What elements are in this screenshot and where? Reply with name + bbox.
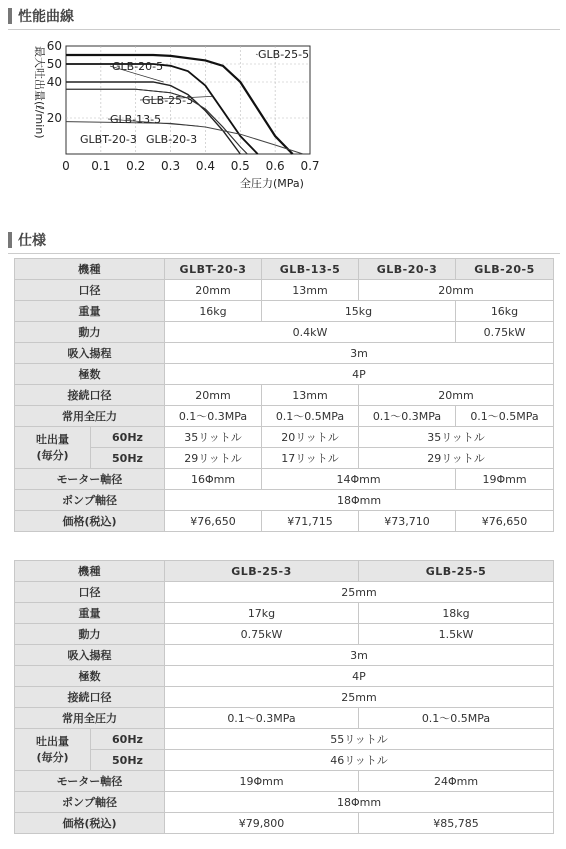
cell: 18Φmm [165, 490, 554, 511]
table-row [15, 490, 554, 511]
cell: 13mm [262, 280, 359, 301]
x-tick-label: 0.7 [300, 159, 320, 173]
cell: ¥73,710 [359, 511, 456, 532]
row-label: モーター軸径 [15, 771, 165, 792]
row-label: 価格(税込) [15, 511, 165, 532]
row-label: 常用全圧力 [15, 708, 165, 729]
spec-section-title-text: 仕様 [18, 233, 46, 249]
x-tick-label: 0.1 [91, 159, 111, 173]
series-label: GLB-20-3 [146, 133, 198, 146]
table-row [15, 448, 554, 469]
table-row [15, 364, 554, 385]
model-header: GLBT-20-3 [165, 259, 262, 280]
y-tick-label: 20 [46, 111, 62, 125]
cell: 20mm [165, 385, 262, 406]
cell: 1.5kW [359, 624, 554, 645]
cell: 20mm [359, 385, 554, 406]
row-label: 口径 [15, 582, 165, 603]
table-row [15, 561, 554, 582]
cell: 0.1～0.5MPa [359, 708, 554, 729]
spec-table-1 [14, 258, 554, 532]
cell: 16kg [456, 301, 554, 322]
cell: 20リットル [262, 427, 359, 448]
cell: 0.75kW [165, 624, 359, 645]
cell: 4P [165, 364, 554, 385]
table-row [15, 322, 554, 343]
row-label: ポンプ軸径 [15, 792, 165, 813]
cell: 0.1～0.5MPa [456, 406, 554, 427]
row-label: 価格(税込) [15, 813, 165, 834]
table-row [15, 729, 554, 750]
cell: 0.1～0.5MPa [262, 406, 359, 427]
x-tick-label: 0.3 [161, 159, 181, 173]
performance-curve-chart [24, 36, 344, 196]
curve-section-title-text: 性能曲線 [18, 9, 74, 25]
cell: 0.1～0.3MPa [359, 406, 456, 427]
table-row [15, 469, 554, 490]
cell: 46リットル [165, 750, 554, 771]
cell: 18kg [359, 603, 554, 624]
cell: 29リットル [359, 448, 554, 469]
x-tick-label: 0.2 [126, 159, 146, 173]
table-row [15, 582, 554, 603]
model-header: GLB-25-3 [165, 561, 359, 582]
heading-rule [8, 253, 560, 254]
cell: 13mm [262, 385, 359, 406]
heading-bar [8, 232, 12, 248]
heading-rule [8, 29, 560, 30]
series-label: GLB-13-5 [110, 113, 162, 126]
row-label: 極数 [15, 666, 165, 687]
spec-section-title [8, 230, 46, 250]
heading-bar [8, 8, 12, 24]
table-row [15, 511, 554, 532]
table-row [15, 259, 554, 280]
table-row [15, 708, 554, 729]
model-header: GLB-25-5 [359, 561, 554, 582]
cell: ¥71,715 [262, 511, 359, 532]
table-row [15, 427, 554, 448]
cell: 25mm [165, 687, 554, 708]
row-label: 常用全圧力 [15, 406, 165, 427]
table-row [15, 771, 554, 792]
cell: 15kg [262, 301, 456, 322]
x-tick-label: 0.4 [195, 159, 215, 173]
cell: 55リットル [165, 729, 554, 750]
cell: ¥76,650 [165, 511, 262, 532]
cell: 16Φmm [165, 469, 262, 490]
table-row [15, 301, 554, 322]
cell: 0.1～0.3MPa [165, 406, 262, 427]
y-tick-label: 40 [46, 75, 62, 89]
table-row [15, 792, 554, 813]
table-row [15, 624, 554, 645]
cell: ¥76,650 [456, 511, 554, 532]
row-label: モーター軸径 [15, 469, 165, 490]
x-axis-label: 全圧力(MPa) [240, 177, 304, 190]
cell: 14Φmm [262, 469, 456, 490]
series-label: GLB-25-3 [142, 94, 194, 107]
row-label: ポンプ軸径 [15, 490, 165, 511]
sub-label: 50Hz [91, 750, 165, 771]
cell: 35リットル [165, 427, 262, 448]
cell: 3m [165, 343, 554, 364]
table-row [15, 813, 554, 834]
header-label: 機種 [15, 561, 165, 582]
cell: 19Φmm [456, 469, 554, 490]
cell: 17kg [165, 603, 359, 624]
header-label: 機種 [15, 259, 165, 280]
series-label: GLBT-20-3 [80, 133, 137, 146]
cell: 17リットル [262, 448, 359, 469]
y-tick-label: 60 [46, 39, 62, 53]
row-label: 吸入揚程 [15, 343, 165, 364]
cell: 20mm [359, 280, 554, 301]
spec-table-2 [14, 560, 554, 834]
cell: 0.1～0.3MPa [165, 708, 359, 729]
discharge-group-label: 吐出量 (毎分) [15, 729, 91, 771]
cell: 16kg [165, 301, 262, 322]
table-row [15, 603, 554, 624]
x-tick-label: 0.6 [265, 159, 285, 173]
curve-section-title [8, 6, 74, 26]
cell: 0.4kW [165, 322, 456, 343]
row-label: 動力 [15, 624, 165, 645]
cell: 4P [165, 666, 554, 687]
cell: 25mm [165, 582, 554, 603]
table-row [15, 343, 554, 364]
cell: 19Φmm [165, 771, 359, 792]
row-label: 重量 [15, 301, 165, 322]
y-axis-label: 最大吐出量(ℓ/min) [33, 46, 46, 139]
row-label: 吸入揚程 [15, 645, 165, 666]
row-label: 動力 [15, 322, 165, 343]
y-tick-label: 50 [46, 57, 62, 71]
cell: 0.75kW [456, 322, 554, 343]
cell: 18Φmm [165, 792, 554, 813]
cell: 3m [165, 645, 554, 666]
cell: 24Φmm [359, 771, 554, 792]
table-row [15, 750, 554, 771]
row-label: 重量 [15, 603, 165, 624]
model-header: GLB-20-3 [359, 259, 456, 280]
row-label: 口径 [15, 280, 165, 301]
row-label: 接続口径 [15, 385, 165, 406]
table-row [15, 687, 554, 708]
row-label: 極数 [15, 364, 165, 385]
table-row [15, 666, 554, 687]
discharge-group-label: 吐出量 (毎分) [15, 427, 91, 469]
cell: 20mm [165, 280, 262, 301]
cell: 35リットル [359, 427, 554, 448]
model-header: GLB-20-5 [456, 259, 554, 280]
sub-label: 60Hz [91, 427, 165, 448]
table-row [15, 645, 554, 666]
model-header: GLB-13-5 [262, 259, 359, 280]
x-tick-label: 0.5 [230, 159, 250, 173]
cell: ¥85,785 [359, 813, 554, 834]
table-row [15, 385, 554, 406]
x-tick-label: 0 [62, 159, 70, 173]
series-label: GLB-20-5 [112, 60, 164, 73]
table-row [15, 280, 554, 301]
sub-label: 60Hz [91, 729, 165, 750]
cell: 29リットル [165, 448, 262, 469]
sub-label: 50Hz [91, 448, 165, 469]
series-label: GLB-25-5 [258, 48, 310, 61]
row-label: 接続口径 [15, 687, 165, 708]
table-row [15, 406, 554, 427]
cell: ¥79,800 [165, 813, 359, 834]
